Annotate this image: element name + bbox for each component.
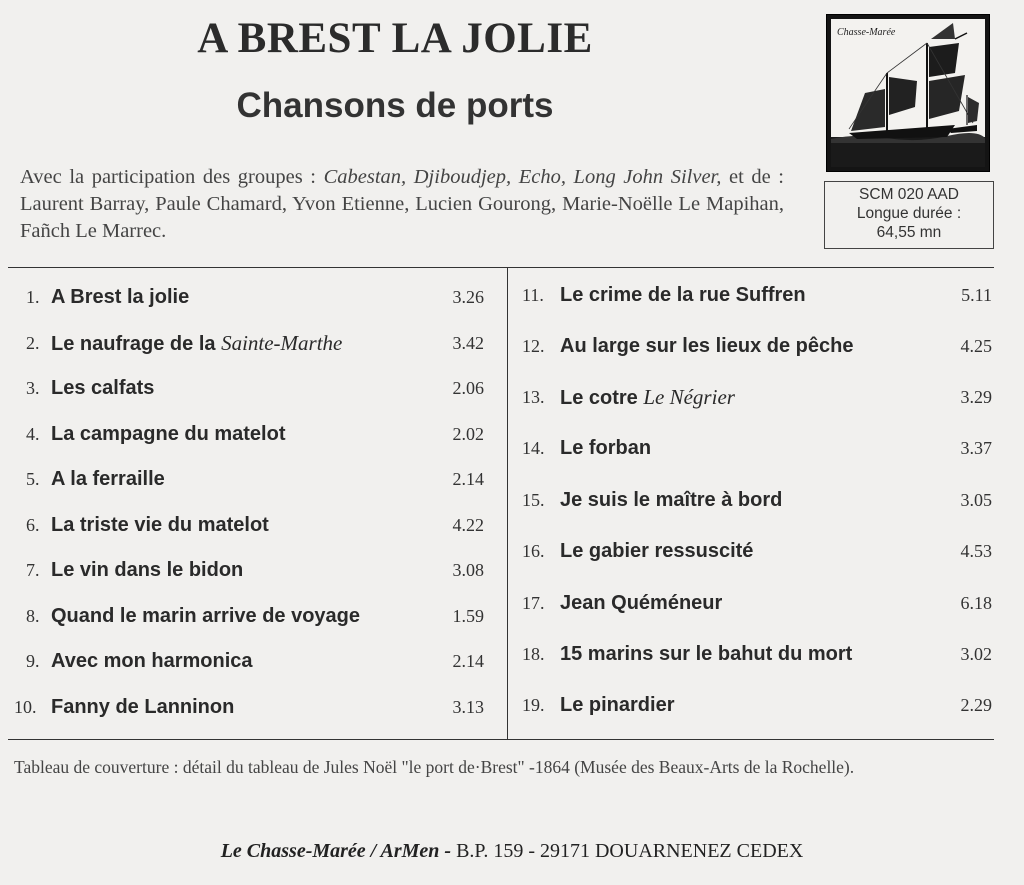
track-title-text: Le crime de la rue Suffren — [560, 284, 806, 306]
track-title-text: Le gabier ressuscité — [560, 540, 754, 562]
catalog-code: SCM 020 AAD — [859, 186, 959, 203]
divider-top — [8, 267, 994, 268]
track-row — [26, 373, 486, 403]
track-duration: 3.42 — [452, 333, 484, 353]
track-duration: 3.13 — [452, 697, 484, 717]
track-title — [51, 419, 286, 449]
participation-intro: Avec la participation des groupes : — [20, 166, 324, 188]
track-title — [560, 280, 806, 310]
track-duration: 2.14 — [452, 469, 484, 489]
duration-value: 64,55 mn — [876, 224, 942, 241]
track-title-text: Les calfats — [51, 377, 155, 399]
track-number: 3. — [26, 378, 40, 398]
track-number: 14. — [522, 438, 545, 458]
track-title-text: Le vin dans le bidon — [51, 559, 244, 581]
track-number: 7. — [26, 560, 40, 580]
participation-artists: Laurent Barray, Paule Chamard, Yvon Etienne, Lucien Gourong, Marie-Noëlle Le Mapihan, Fañch Le Marrec. — [20, 193, 784, 242]
track-number: 2. — [26, 333, 40, 353]
track-title — [560, 639, 852, 669]
track-duration: 3.05 — [960, 490, 992, 510]
track-title — [51, 692, 234, 722]
track-row — [522, 280, 994, 310]
track-number: 15. — [522, 490, 545, 510]
track-number: 11. — [522, 285, 544, 305]
participation-groups: Cabestan, Djiboudjep, Echo, Long John Silver, — [323, 166, 722, 188]
track-title — [51, 510, 269, 540]
track-duration: 3.02 — [960, 644, 992, 664]
track-title — [560, 485, 782, 515]
track-row — [26, 282, 486, 312]
track-row — [26, 646, 486, 676]
track-row — [522, 485, 994, 515]
sailing-ship-icon — [827, 15, 989, 171]
track-number: 5. — [26, 469, 40, 489]
track-title — [51, 282, 189, 312]
track-duration: 3.29 — [960, 387, 992, 407]
track-title-text: Je suis le maître à bord — [560, 489, 783, 511]
track-title — [51, 646, 253, 676]
track-title — [51, 601, 360, 631]
track-row — [522, 331, 994, 361]
track-title — [51, 373, 154, 403]
track-duration: 4.22 — [452, 515, 484, 535]
track-title — [560, 382, 735, 413]
track-number: 18. — [522, 644, 545, 664]
track-row — [522, 588, 994, 618]
track-number: 19. — [522, 695, 545, 715]
track-number: 17. — [522, 593, 545, 613]
track-duration: 5.11 — [961, 285, 992, 305]
track-title-text: A Brest la jolie — [51, 286, 190, 308]
track-duration: 2.29 — [960, 695, 992, 715]
track-title-text: La campagne du matelot — [51, 423, 286, 445]
track-duration: 3.08 — [452, 560, 484, 580]
track-row — [522, 433, 994, 463]
track-title-text: Le naufrage de la — [51, 333, 222, 355]
track-title-text: Le forban — [560, 437, 652, 459]
track-number: 10. — [14, 697, 37, 717]
track-title — [560, 690, 674, 720]
track-title-text: Avec mon harmonica — [51, 650, 253, 672]
track-title-text: A la ferraille — [51, 468, 165, 490]
track-title-text: Le pinardier — [560, 694, 675, 716]
track-title-text: Le cotre — [560, 387, 644, 409]
track-title-italic: Le Négrier — [643, 385, 735, 409]
album-subtitle: Chansons de ports — [236, 86, 554, 125]
participation-mid: et de : — [721, 166, 784, 188]
publisher-name: Le Chasse-Marée / ArMen - — [220, 840, 452, 862]
cover-credit: Tableau de couverture : détail du tableau de Jules Noël "le port de·Brest" -1864 (Musée des Beaux-Arts de la Rochelle). — [14, 757, 855, 777]
track-number: 9. — [26, 651, 40, 671]
track-row — [522, 690, 994, 720]
track-number: 4. — [26, 424, 40, 444]
track-number: 1. — [26, 287, 40, 307]
track-title — [560, 588, 722, 618]
track-row — [26, 601, 486, 631]
track-duration: 1.59 — [452, 606, 484, 626]
track-number: 12. — [522, 336, 545, 356]
track-duration: 6.18 — [960, 593, 992, 613]
track-title — [560, 433, 651, 463]
track-number: 13. — [522, 387, 545, 407]
publisher-logo — [826, 14, 990, 172]
track-title — [560, 331, 853, 361]
track-duration: 2.02 — [452, 424, 484, 444]
track-title — [51, 555, 243, 585]
divider-column — [507, 267, 508, 739]
publisher-address: B.P. 159 - 29171 DOUARNENEZ CEDEX — [451, 840, 804, 862]
track-title-text: Au large sur les lieux de pêche — [560, 335, 854, 357]
track-duration: 3.26 — [452, 287, 484, 307]
track-title-text: Fanny de Lanninon — [51, 696, 235, 718]
track-row — [26, 328, 486, 358]
album-title: A BREST LA JOLIE — [197, 15, 593, 62]
track-duration: 2.14 — [452, 651, 484, 671]
track-row — [26, 555, 486, 585]
duration-label: Longue durée : — [856, 205, 962, 222]
track-title — [51, 328, 342, 359]
track-title-text: Quand le marin arrive de voyage — [51, 605, 361, 627]
track-row — [522, 536, 994, 566]
track-title — [560, 536, 753, 566]
track-title — [51, 464, 165, 494]
track-number: 6. — [26, 515, 40, 535]
publisher-footer — [0, 840, 1024, 863]
track-title-text: 15 marins sur le bahut du mort — [560, 643, 853, 665]
catalog-box — [824, 181, 994, 249]
participation-text — [20, 164, 784, 245]
divider-bottom — [8, 739, 994, 740]
track-row — [26, 419, 486, 449]
track-row — [14, 692, 486, 722]
track-number: 16. — [522, 541, 545, 561]
track-title-text: La triste vie du matelot — [51, 514, 269, 536]
track-duration: 3.37 — [960, 438, 992, 458]
track-duration: 4.25 — [960, 336, 992, 356]
track-duration: 2.06 — [452, 378, 484, 398]
track-row — [522, 639, 994, 669]
track-title-text: Jean Quéméneur — [560, 592, 723, 614]
track-duration: 4.53 — [960, 541, 992, 561]
logo-label: Chasse-Marée — [837, 27, 896, 38]
track-row — [522, 382, 994, 412]
track-row — [26, 464, 486, 494]
track-title-italic: Sainte-Marthe — [221, 331, 343, 355]
track-number: 8. — [26, 606, 40, 626]
track-row — [26, 510, 486, 540]
